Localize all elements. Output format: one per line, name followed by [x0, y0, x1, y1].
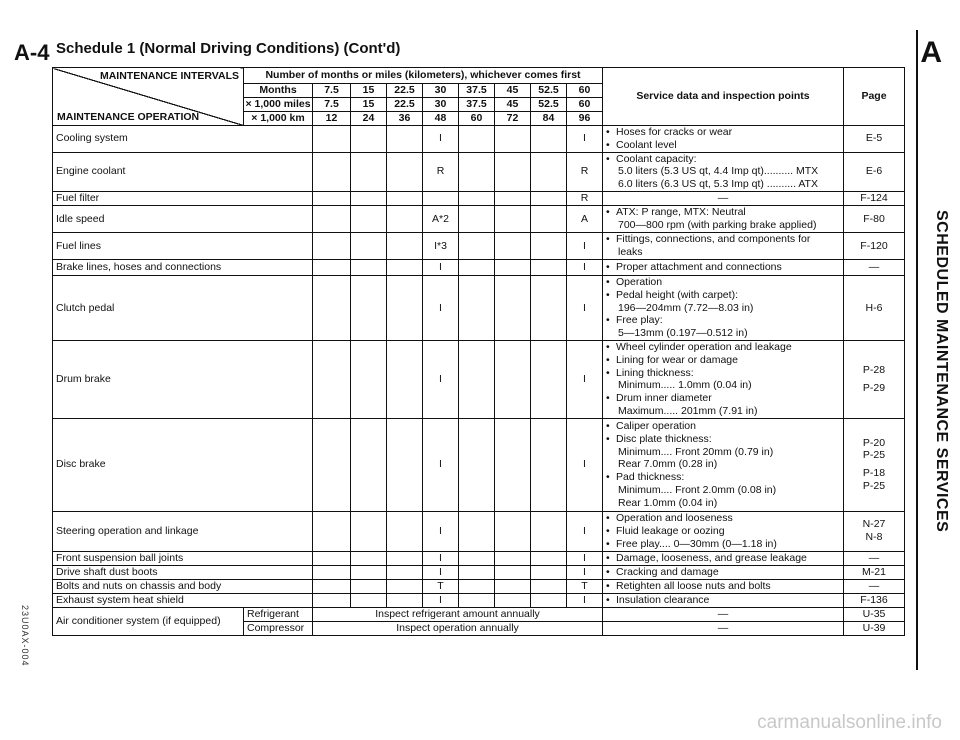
maintenance-operation: Air conditioner system (if equipped)	[53, 607, 244, 635]
interval-empty-cell	[531, 275, 567, 340]
interval-empty-cell	[531, 579, 567, 593]
interval-empty-cell	[313, 511, 351, 551]
interval-value: 84	[531, 112, 567, 126]
page-number: F-124	[860, 192, 888, 205]
service-point-detail: Minimum..... 1.0mm (0.04 in)	[618, 379, 752, 392]
interval-empty-cell	[387, 551, 423, 565]
interval-mark-60: I	[567, 232, 603, 259]
interval-mark-30: A*2	[423, 205, 459, 232]
interval-value: 72	[495, 112, 531, 126]
header-diagonal-cell	[53, 68, 244, 126]
interval-empty-cell	[387, 593, 423, 607]
page-number: N-8	[865, 531, 883, 544]
page-reference	[844, 275, 905, 340]
interval-empty-cell	[313, 551, 351, 565]
page-number: E-6	[865, 165, 883, 178]
service-points	[603, 565, 844, 579]
interval-value: 96	[567, 112, 603, 126]
service-point: • Insulation clearance	[606, 594, 840, 607]
service-point: • Damage, looseness, and grease leakage	[606, 552, 840, 565]
maintenance-row	[53, 340, 905, 418]
interval-mark-30	[423, 191, 459, 205]
interval-empty-cell	[531, 340, 567, 418]
interval-empty-cell	[313, 565, 351, 579]
maintenance-operation: Idle speed	[53, 205, 313, 232]
interval-empty-cell	[351, 232, 387, 259]
service-point-detail: Rear 7.0mm (0.28 in)	[618, 458, 718, 471]
interval-empty-cell	[459, 593, 495, 607]
maintenance-schedule-table	[52, 67, 905, 636]
page-number: P-28	[862, 364, 886, 377]
maintenance-operation: Engine coolant	[53, 152, 313, 191]
service-points	[603, 511, 844, 551]
interval-empty-cell	[313, 259, 351, 275]
page-number: N-27	[862, 518, 886, 531]
service-data-header: Service data and inspection points	[603, 68, 844, 126]
service-points	[603, 579, 844, 593]
interval-empty-cell	[387, 340, 423, 418]
interval-mark-30: I	[423, 551, 459, 565]
service-point: • Operation	[606, 276, 840, 289]
interval-mark-60: I	[567, 275, 603, 340]
service-point: • Drum inner diameter	[606, 392, 840, 405]
interval-empty-cell	[351, 565, 387, 579]
interval-empty-cell	[495, 551, 531, 565]
maintenance-row	[53, 232, 905, 259]
interval-mark-30: I	[423, 511, 459, 551]
aircon-interval-note: Inspect operation annually	[313, 621, 603, 635]
interval-empty-cell	[351, 579, 387, 593]
service-point-detail: Maximum..... 201mm (7.91 in)	[618, 404, 758, 417]
interval-value: 45	[495, 98, 531, 112]
maintenance-operation: Exhaust system heat shield	[53, 593, 313, 607]
service-point-list	[606, 206, 840, 232]
interval-empty-cell	[313, 232, 351, 259]
interval-mark-30: I	[423, 418, 459, 511]
service-points	[603, 418, 844, 511]
interval-empty-cell	[459, 511, 495, 551]
service-point: • Caliper operation	[606, 420, 840, 433]
service-points	[603, 152, 844, 191]
service-points: —	[603, 607, 844, 621]
interval-empty-cell	[459, 551, 495, 565]
interval-mark-60: I	[567, 340, 603, 418]
interval-empty-cell	[313, 579, 351, 593]
interval-empty-cell	[495, 126, 531, 153]
interval-empty-cell	[459, 259, 495, 275]
operation-label: MAINTENANCE OPERATION	[57, 110, 200, 123]
service-point: • Operation and looseness	[606, 512, 840, 525]
page-reference	[844, 579, 905, 593]
service-points	[603, 232, 844, 259]
interval-empty-cell	[459, 191, 495, 205]
section-letter: A	[920, 36, 942, 69]
service-point: • Coolant capacity:	[606, 153, 840, 166]
maintenance-row	[53, 511, 905, 551]
service-point-list	[606, 580, 840, 593]
interval-empty-cell	[495, 593, 531, 607]
service-point: • Pedal height (with carpet):	[606, 289, 840, 302]
interval-empty-cell	[313, 205, 351, 232]
interval-value: 60	[459, 112, 495, 126]
interval-span-title: Number of months or miles (kilometers), whichever comes first	[244, 68, 603, 84]
intervals-label: MAINTENANCE INTERVALS	[99, 70, 239, 82]
interval-empty-cell	[459, 579, 495, 593]
interval-empty-cell	[351, 511, 387, 551]
page-reference	[844, 340, 905, 418]
maintenance-operation: Disc brake	[53, 418, 313, 511]
interval-empty-cell	[459, 275, 495, 340]
interval-empty-cell	[495, 275, 531, 340]
service-point-detail: Minimum.... Front 2.0mm (0.08 in)	[618, 483, 777, 496]
interval-empty-cell	[495, 418, 531, 511]
interval-mark-60: I	[567, 126, 603, 153]
interval-empty-cell	[495, 191, 531, 205]
interval-value: 15	[351, 84, 387, 98]
interval-empty-cell	[531, 126, 567, 153]
interval-empty-cell	[531, 191, 567, 205]
maintenance-operation: Bolts and nuts on chassis and body	[53, 579, 313, 593]
page-id: A-4	[14, 40, 50, 65]
interval-value: 37.5	[459, 84, 495, 98]
interval-mark-60: A	[567, 205, 603, 232]
page-number: —	[868, 261, 880, 274]
page-number: P-25	[862, 480, 886, 493]
service-point-detail: 700—800 rpm (with parking brake applied)	[618, 218, 817, 231]
interval-empty-cell	[495, 565, 531, 579]
interval-mark-30: I	[423, 340, 459, 418]
interval-mark-30: I	[423, 565, 459, 579]
interval-mark-60: I	[567, 259, 603, 275]
service-point: • Cracking and damage	[606, 566, 840, 579]
service-points	[603, 275, 844, 340]
service-point: • Coolant level	[606, 139, 840, 152]
interval-value: 7.5	[313, 98, 351, 112]
service-point-list	[606, 512, 840, 550]
service-point-list	[606, 153, 840, 191]
interval-empty-cell	[531, 232, 567, 259]
interval-value: 15	[351, 98, 387, 112]
interval-empty-cell	[459, 418, 495, 511]
interval-empty-cell	[313, 418, 351, 511]
page-number: F-80	[863, 212, 885, 225]
page-reference	[844, 259, 905, 275]
page-title: Schedule 1 (Normal Driving Conditions) (Cont'd)	[56, 40, 401, 57]
interval-unit-label: Months	[244, 84, 313, 98]
interval-empty-cell	[387, 205, 423, 232]
service-point: • Fluid leakage or oozing	[606, 525, 840, 538]
interval-value: 36	[387, 112, 423, 126]
interval-empty-cell	[459, 232, 495, 259]
interval-empty-cell	[531, 511, 567, 551]
interval-empty-cell	[459, 205, 495, 232]
interval-mark-60: I	[567, 551, 603, 565]
interval-value: 22.5	[387, 84, 423, 98]
interval-empty-cell	[495, 259, 531, 275]
service-points	[603, 340, 844, 418]
page-reference	[844, 593, 905, 607]
interval-empty-cell	[531, 152, 567, 191]
interval-mark-60: T	[567, 579, 603, 593]
interval-mark-60: I	[567, 511, 603, 551]
interval-value: 30	[423, 98, 459, 112]
aircon-interval-note: Inspect refrigerant amount annually	[313, 607, 603, 621]
interval-mark-30: I	[423, 593, 459, 607]
interval-empty-cell	[495, 232, 531, 259]
interval-empty-cell	[531, 551, 567, 565]
interval-mark-60: I	[567, 593, 603, 607]
interval-empty-cell	[351, 551, 387, 565]
page-number: E-5	[865, 132, 883, 145]
interval-mark-30: I	[423, 275, 459, 340]
interval-empty-cell	[495, 205, 531, 232]
service-point-list	[606, 552, 840, 565]
interval-value: 45	[495, 84, 531, 98]
page-number: F-120	[860, 239, 888, 252]
interval-mark-30: T	[423, 579, 459, 593]
interval-empty-cell	[387, 275, 423, 340]
interval-empty-cell	[387, 152, 423, 191]
maintenance-row	[53, 593, 905, 607]
service-point: • Free play:	[606, 314, 840, 327]
service-point-list	[606, 126, 840, 152]
maintenance-row	[53, 551, 905, 565]
service-point-detail: 5—13mm (0.197—0.512 in)	[618, 327, 748, 340]
page-number: M-21	[862, 565, 886, 578]
service-point: • ATX: P range, MTX: Neutral	[606, 206, 840, 219]
page-reference	[844, 551, 905, 565]
service-point-detail: 5.0 liters (5.3 US qt, 4.4 Imp qt).......... MTX	[618, 165, 819, 178]
page-reference	[844, 126, 905, 153]
page-reference	[844, 232, 905, 259]
section-divider	[916, 30, 918, 670]
service-points: —	[603, 621, 844, 635]
service-point: • Free play.... 0—30mm (0—1.18 in)	[606, 538, 840, 551]
section-side-title: SCHEDULED MAINTENANCE SERVICES	[933, 210, 950, 533]
interval-empty-cell	[351, 418, 387, 511]
interval-empty-cell	[459, 126, 495, 153]
aircon-component: Refrigerant	[244, 607, 313, 621]
interval-mark-30: I	[423, 259, 459, 275]
maintenance-row	[53, 126, 905, 153]
maintenance-row	[53, 579, 905, 593]
interval-empty-cell	[531, 205, 567, 232]
service-point-detail: 6.0 liters (6.3 US qt, 5.3 Imp qt) .......... ATX	[618, 178, 818, 191]
watermark: carmanualsonline.info	[757, 712, 942, 733]
service-point: • Lining for wear or damage	[606, 354, 840, 367]
interval-empty-cell	[495, 511, 531, 551]
service-points	[603, 593, 844, 607]
interval-empty-cell	[313, 126, 351, 153]
maintenance-row	[53, 275, 905, 340]
service-points	[603, 259, 844, 275]
service-point-detail: Rear 1.0mm (0.04 in)	[618, 496, 718, 509]
maintenance-operation: Fuel lines	[53, 232, 313, 259]
interval-empty-cell	[313, 275, 351, 340]
page-reference	[844, 205, 905, 232]
interval-value: 22.5	[387, 98, 423, 112]
service-point-list	[606, 233, 840, 259]
interval-empty-cell	[531, 259, 567, 275]
interval-mark-60: I	[567, 418, 603, 511]
interval-empty-cell	[313, 593, 351, 607]
page-number: H-6	[865, 301, 883, 314]
service-point-list	[606, 594, 840, 607]
maintenance-operation: Clutch pedal	[53, 275, 313, 340]
page-number: P-29	[862, 381, 886, 394]
page-reference	[844, 152, 905, 191]
interval-mark-30: I*3	[423, 232, 459, 259]
maintenance-operation: Fuel filter	[53, 191, 313, 205]
interval-value: 52.5	[531, 84, 567, 98]
service-point-list	[606, 276, 840, 340]
interval-empty-cell	[387, 579, 423, 593]
aircon-component: Compressor	[244, 621, 313, 635]
interval-value: 37.5	[459, 98, 495, 112]
interval-empty-cell	[531, 593, 567, 607]
maintenance-operation: Front suspension ball joints	[53, 551, 313, 565]
page-header: Page	[844, 68, 905, 126]
maintenance-row	[53, 259, 905, 275]
interval-value: 24	[351, 112, 387, 126]
service-point-detail: Minimum.... Front 20mm (0.79 in)	[618, 445, 774, 458]
interval-empty-cell	[387, 232, 423, 259]
service-point-detail: 196—204mm (7.72—8.03 in)	[618, 301, 754, 314]
maintenance-row	[53, 205, 905, 232]
interval-empty-cell	[351, 191, 387, 205]
interval-empty-cell	[387, 191, 423, 205]
maintenance-operation: Drum brake	[53, 340, 313, 418]
interval-empty-cell	[531, 565, 567, 579]
service-points	[603, 551, 844, 565]
page-reference: U-39	[844, 621, 905, 635]
service-point-detail: leaks	[618, 245, 643, 258]
interval-empty-cell	[495, 152, 531, 191]
page-reference	[844, 565, 905, 579]
interval-empty-cell	[495, 340, 531, 418]
service-point-list	[606, 420, 840, 510]
interval-empty-cell	[387, 418, 423, 511]
service-point-list	[606, 261, 840, 274]
interval-value: 48	[423, 112, 459, 126]
service-point: • Fittings, connections, and components for	[606, 233, 840, 246]
interval-value: 52.5	[531, 98, 567, 112]
interval-value: 60	[567, 84, 603, 98]
interval-empty-cell	[351, 152, 387, 191]
service-point: • Lining thickness:	[606, 367, 840, 380]
interval-unit-label: × 1,000 miles	[245, 98, 311, 111]
page-number: P-20	[862, 436, 886, 449]
aircon-row	[53, 607, 905, 621]
interval-mark-30: R	[423, 152, 459, 191]
interval-empty-cell	[387, 511, 423, 551]
page-number: P-25	[862, 449, 886, 462]
service-points: —	[603, 191, 844, 205]
page-reference: U-35	[844, 607, 905, 621]
interval-empty-cell	[351, 275, 387, 340]
interval-empty-cell	[531, 418, 567, 511]
figure-code: 23U0AX-004	[20, 605, 30, 667]
interval-empty-cell	[459, 340, 495, 418]
interval-empty-cell	[313, 152, 351, 191]
interval-empty-cell	[351, 340, 387, 418]
maintenance-row	[53, 191, 905, 205]
page-reference	[844, 418, 905, 511]
interval-mark-60: I	[567, 565, 603, 579]
service-points	[603, 126, 844, 153]
page-number: F-136	[860, 593, 888, 606]
maintenance-row	[53, 152, 905, 191]
interval-empty-cell	[351, 593, 387, 607]
interval-value: 30	[423, 84, 459, 98]
interval-empty-cell	[351, 205, 387, 232]
interval-empty-cell	[459, 152, 495, 191]
interval-mark-60: R	[567, 191, 603, 205]
interval-value: 7.5	[313, 84, 351, 98]
interval-empty-cell	[495, 579, 531, 593]
service-point: • Proper attachment and connections	[606, 261, 840, 274]
interval-empty-cell	[387, 259, 423, 275]
interval-unit-label: × 1,000 km	[244, 112, 313, 126]
maintenance-operation: Drive shaft dust boots	[53, 565, 313, 579]
interval-value: 60	[567, 98, 603, 112]
interval-empty-cell	[459, 565, 495, 579]
interval-empty-cell	[387, 126, 423, 153]
page-number: —	[868, 579, 880, 592]
interval-mark-30: I	[423, 126, 459, 153]
interval-mark-60: R	[567, 152, 603, 191]
maintenance-row	[53, 565, 905, 579]
maintenance-operation: Steering operation and linkage	[53, 511, 313, 551]
service-point: • Hoses for cracks or wear	[606, 126, 840, 139]
service-point: • Wheel cylinder operation and leakage	[606, 341, 840, 354]
service-point: • Disc plate thickness:	[606, 433, 840, 446]
maintenance-operation: Brake lines, hoses and connections	[53, 259, 313, 275]
page-number: —	[868, 551, 880, 564]
maintenance-operation: Cooling system	[53, 126, 313, 153]
service-point-list	[606, 341, 840, 418]
interval-value: 12	[313, 112, 351, 126]
page-number: P-18	[862, 467, 886, 480]
interval-empty-cell	[351, 259, 387, 275]
service-point-list	[606, 566, 840, 579]
interval-empty-cell	[313, 340, 351, 418]
page-reference	[844, 191, 905, 205]
service-points	[603, 205, 844, 232]
service-point: • Pad thickness:	[606, 471, 840, 484]
interval-empty-cell	[313, 191, 351, 205]
interval-empty-cell	[387, 565, 423, 579]
service-point: • Retighten all loose nuts and bolts	[606, 580, 840, 593]
page-reference	[844, 511, 905, 551]
interval-empty-cell	[351, 126, 387, 153]
maintenance-row	[53, 418, 905, 511]
